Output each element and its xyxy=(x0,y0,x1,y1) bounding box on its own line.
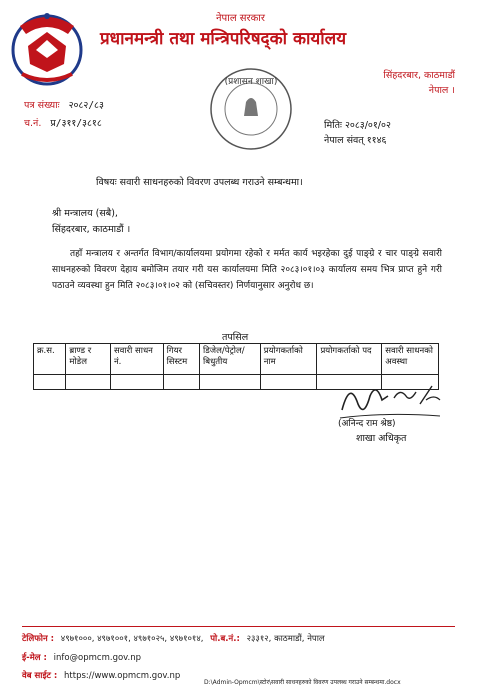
government-label: नेपाल सरकार xyxy=(216,13,265,24)
addressee-line-2: सिंहदरबार, काठमाडौं । xyxy=(52,224,131,235)
letter-body: तहाँ मन्त्रालय र अन्तर्गत विभाग/कार्यालयमा प्रयोगमा रहेको र मर्मत कार्य भइरहेका दुई पाङ्ग्रे र चार पाङ्ग्रे सवारी साधनहरुको विवरण देहाय बमोजिम तयार गरी यस कार्यालयमा मिति २०८३।०१।०३ कार्यालय समय भित्र प्राप्त हुने गरी पठाउने व्यवस्था हुन मिति २०८३।०१।०२ को (सचिवस्तर) निर्णयानुसार अनुरोध छ। xyxy=(52,249,442,291)
table-cell xyxy=(200,375,261,390)
email-link[interactable]: info@opmcm.gov.np xyxy=(53,653,142,663)
table-cell xyxy=(66,375,111,390)
table-cell xyxy=(110,375,163,390)
footer-email xyxy=(22,652,141,663)
table-cell xyxy=(163,375,199,390)
email-label: ई-मेल : xyxy=(22,653,47,663)
addressee xyxy=(52,206,130,238)
website-label: वेब साईट : xyxy=(22,671,58,681)
office-address xyxy=(383,68,455,98)
signer-name: (अनिन्द राम श्रेष्ठ) xyxy=(338,419,396,429)
address-line-2: नेपाल । xyxy=(428,85,455,96)
column-header: ब्राण्ड र मोडेल xyxy=(66,344,111,375)
letter-subject: विषयः सवारी साधनहरुको विवरण उपलब्ध गराउने सम्बन्धमा। xyxy=(96,177,303,188)
letter-number xyxy=(24,98,104,111)
addressee-line-1: श्री मन्त्रालय (सबै), xyxy=(52,208,118,219)
phone-value: ४९७१०००, ४९७१००१, ४९७१०२५, ४९७१०१४, xyxy=(60,634,204,644)
column-header: सवारी साधन नं. xyxy=(110,344,163,375)
column-header: गियर सिस्टम xyxy=(163,344,199,375)
column-header: डिजेल/पेट्रोल/ बिधुतीय xyxy=(200,344,261,375)
column-header: प्रयोगकर्ताको पद xyxy=(317,344,382,375)
pobox-value: २३३१२, काठमाडौं, नेपाल xyxy=(246,634,325,644)
file-path: D:\Admin-Opmcm\स्टोर\सवारी साधनहरुको विवरण उपलब्ध गराउने सम्बन्धमा.docx xyxy=(204,679,401,686)
table-cell xyxy=(260,375,317,390)
dispatch-number xyxy=(24,116,102,129)
address-line-1: सिंहदरबार, काठमाडौं xyxy=(383,70,455,81)
stamp-section-text: (प्रशासन शाखा) xyxy=(224,77,278,87)
phone-label: टेलिफोन : xyxy=(22,634,55,644)
website-link[interactable]: https://www.opmcm.gov.np xyxy=(64,671,181,681)
nepal-coat-of-arms-icon xyxy=(6,6,88,88)
nepal-sambat-date: नेपाल संवत् ११४६ xyxy=(324,135,387,146)
date-value: २०८३/०१/०२ xyxy=(344,120,391,131)
dispatch-number-label: च.नं. xyxy=(24,118,42,129)
dispatch-number-value: प्र/३११/३८१८ xyxy=(50,118,102,129)
footer-divider xyxy=(22,626,455,627)
footer-phone xyxy=(22,633,325,644)
letter-number-label: पत्र संख्याः xyxy=(24,100,60,111)
signer-title: शाखा अधिकृत xyxy=(356,433,407,444)
footer-website xyxy=(22,670,180,681)
date-label: मितिः xyxy=(324,120,342,131)
date-line xyxy=(324,118,391,133)
table-caption: तपसिल xyxy=(222,332,249,343)
column-header: सवारी साधनको अवस्था xyxy=(382,344,439,375)
column-header: क्र.स. xyxy=(34,344,66,375)
table-cell xyxy=(34,375,66,390)
pobox-label: पो.ब.नं.: xyxy=(210,634,240,644)
date-block xyxy=(324,118,391,148)
office-title: प्रधानमन्त्री तथा मन्त्रिपरिषद्‌को कार्यालय xyxy=(100,29,347,49)
table-header-row xyxy=(34,344,439,375)
official-stamp xyxy=(208,66,294,152)
column-header: प्रयोगकर्ताको नाम xyxy=(260,344,317,375)
letter-number-value: २०८२/८३ xyxy=(68,100,104,111)
